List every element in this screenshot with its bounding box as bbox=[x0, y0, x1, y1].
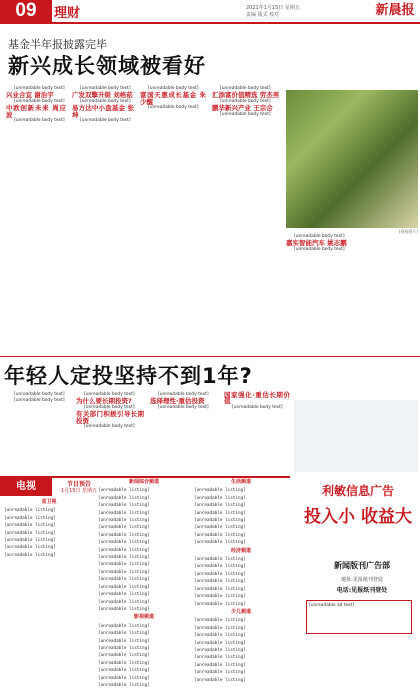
tv-listing-row: [unreadable listing] bbox=[194, 525, 246, 531]
channel-rows bbox=[194, 617, 288, 684]
tv-listing-row: [unreadable listing] bbox=[98, 638, 150, 644]
subhead: 鹏华新兴产业 王宗合 bbox=[212, 104, 273, 113]
tv-listing-row: [unreadable listing] bbox=[194, 495, 246, 501]
channel-name: 影视频道 bbox=[133, 614, 154, 621]
tv-listing-row: [unreadable listing] bbox=[4, 538, 56, 544]
channel-name: 生活频道 bbox=[230, 479, 251, 485]
subhead: 选择理性·重估投资 bbox=[150, 397, 205, 406]
ad-slogan: 投入小 收益大 bbox=[304, 507, 412, 527]
tv-listing-row: [unreadable listing] bbox=[194, 571, 246, 577]
second-column-2 bbox=[76, 392, 144, 474]
issue-date: 2021年1月15日 星期五 bbox=[246, 5, 300, 11]
tv-listing-row: [unreadable listing] bbox=[194, 510, 246, 516]
tv-listing-row: [unreadable listing] bbox=[194, 670, 246, 676]
tv-listing-row: [unreadable listing] bbox=[98, 510, 150, 516]
paragraph: [unreadable body text] bbox=[294, 246, 345, 252]
tv-listing-row: [unreadable listing] bbox=[194, 540, 246, 546]
tv-listing-row: [unreadable listing] bbox=[98, 488, 150, 494]
tv-listing-row: [unreadable listing] bbox=[194, 518, 246, 524]
tv-column-3 bbox=[194, 478, 288, 683]
channel-name: 少儿频道 bbox=[230, 608, 251, 615]
subhead: 汇添富价值精选 劳杰男 bbox=[212, 91, 280, 100]
tv-listing-row: [unreadable listing] bbox=[194, 625, 246, 631]
column-5 bbox=[286, 234, 418, 356]
tv-listing-row: [unreadable listing] bbox=[4, 508, 56, 514]
tv-listing-row: [unreadable listing] bbox=[194, 633, 246, 639]
paragraph: [unreadable body text] bbox=[84, 392, 135, 397]
subhead: 为什么要长期投资? bbox=[76, 397, 132, 406]
tv-listing-row: [unreadable listing] bbox=[98, 540, 150, 546]
ad-phone: 电话:见报纸刊登处 bbox=[336, 587, 388, 594]
channel-rows bbox=[194, 556, 288, 608]
tv-listing-row: [unreadable listing] bbox=[98, 592, 150, 598]
channel-rows bbox=[4, 507, 94, 559]
tv-listing-row: [unreadable listing] bbox=[194, 640, 246, 646]
tv-listing-row: [unreadable listing] bbox=[98, 532, 150, 538]
paragraph: [unreadable body text] bbox=[14, 118, 65, 124]
paragraph: [unreadable body text] bbox=[14, 398, 65, 404]
subhead: 兴业合宜 谢治宇 bbox=[6, 91, 54, 100]
tv-listing-row: [unreadable listing] bbox=[98, 653, 150, 659]
column-4 bbox=[212, 86, 282, 356]
tv-header: 电视 bbox=[0, 478, 52, 496]
subhead: 嘉实智能汽车 姚志鹏 bbox=[286, 239, 347, 248]
tv-listing-row: [unreadable listing] bbox=[98, 569, 150, 575]
tv-listing-row: [unreadable listing] bbox=[194, 662, 246, 668]
tv-listing-row: [unreadable listing] bbox=[98, 645, 150, 651]
channel-name: 省卫视 bbox=[41, 499, 57, 505]
subhead: 富国天惠成长基金 朱少醒 bbox=[140, 91, 206, 106]
column-3 bbox=[140, 86, 206, 356]
tv-listing-row: [unreadable listing] bbox=[194, 647, 246, 653]
tv-listing-row: [unreadable listing] bbox=[98, 503, 150, 509]
tv-listing-row: [unreadable listing] bbox=[4, 530, 56, 536]
channel-rows bbox=[98, 487, 190, 613]
tv-listing-row: [unreadable listing] bbox=[194, 586, 246, 592]
tv-listing-row: [unreadable listing] bbox=[98, 518, 150, 524]
paragraph: [unreadable body text] bbox=[14, 98, 65, 104]
page-number: 09 bbox=[0, 0, 52, 22]
ad-department: 新闻版刊广告部 bbox=[334, 561, 390, 570]
tv-column-1 bbox=[4, 498, 94, 638]
tv-subtitle: 节目预告 bbox=[66, 481, 91, 488]
tv-listing-row: [unreadable listing] bbox=[194, 618, 246, 624]
paragraph: [unreadable body text] bbox=[158, 392, 209, 397]
tv-listing-row: [unreadable listing] bbox=[194, 579, 246, 585]
tv-date: 1月15日 星期五 bbox=[60, 488, 98, 494]
tv-column-2 bbox=[98, 478, 190, 688]
tv-listing-row: [unreadable listing] bbox=[194, 594, 246, 600]
paragraph: [unreadable body text] bbox=[220, 98, 271, 104]
tv-listing-row: [unreadable listing] bbox=[194, 557, 246, 563]
second-column-1 bbox=[6, 392, 70, 474]
channel-name: 新闻综合频道 bbox=[128, 479, 159, 485]
newspaper-logo: 新晨报 bbox=[375, 3, 415, 18]
tv-listing-row: [unreadable listing] bbox=[98, 555, 150, 561]
paragraph: [unreadable body text] bbox=[232, 404, 283, 410]
section-title: 理财 bbox=[54, 6, 81, 21]
tv-listing-row: [unreadable listing] bbox=[98, 668, 150, 674]
ad-address: 地址:见报纸刊登处 bbox=[341, 577, 383, 583]
tv-listing-row: [unreadable listing] bbox=[98, 623, 150, 629]
tv-listing-row: [unreadable listing] bbox=[194, 503, 246, 509]
paragraph: [unreadable body text] bbox=[84, 404, 135, 410]
tv-listing-row: [unreadable listing] bbox=[98, 631, 150, 637]
second-headline: 年轻人定投坚持不到1年? bbox=[4, 364, 253, 388]
story-photo bbox=[286, 90, 418, 228]
tv-listing-row: [unreadable listing] bbox=[98, 660, 150, 666]
ad-title: 利敏信息广告 bbox=[321, 484, 394, 498]
tv-listing-row: [unreadable listing] bbox=[4, 552, 56, 558]
paragraph: [unreadable body text] bbox=[80, 118, 131, 124]
column-1 bbox=[6, 86, 66, 356]
tv-listing-row: [unreadable listing] bbox=[98, 577, 150, 583]
subhead: 广发双擎升级 刘格菘 bbox=[72, 91, 133, 100]
tv-listing-row: [unreadable listing] bbox=[194, 488, 246, 494]
tv-listing-row: [unreadable listing] bbox=[4, 515, 56, 521]
subhead: 国家强化·重估长期价值 bbox=[224, 391, 290, 406]
second-column-3 bbox=[150, 392, 218, 474]
tv-listing-row: [unreadable listing] bbox=[98, 599, 150, 605]
lead-paragraph: [unreadable body text] bbox=[14, 392, 65, 397]
subhead: 中欧创新未来 周应波 bbox=[6, 104, 66, 119]
bank-advertisement bbox=[294, 400, 418, 472]
tv-listing-row: [unreadable listing] bbox=[4, 523, 56, 529]
channel-rows bbox=[98, 623, 190, 689]
channel-rows bbox=[194, 487, 288, 546]
paragraph: [unreadable body text] bbox=[158, 404, 209, 410]
paragraph: [unreadable body text] bbox=[294, 234, 345, 239]
tv-listing-row: [unreadable listing] bbox=[194, 677, 246, 683]
paragraph: [unreadable body text] bbox=[220, 111, 271, 117]
tv-listing-row: [unreadable listing] bbox=[98, 584, 150, 590]
second-column-4 bbox=[224, 392, 290, 474]
paragraph: [unreadable body text] bbox=[80, 98, 131, 104]
lead-paragraph: [unreadable body text] bbox=[14, 86, 65, 91]
channel-name: 经济频道 bbox=[230, 547, 251, 554]
tv-listing-row: [unreadable listing] bbox=[98, 547, 150, 553]
paragraph: [unreadable body text] bbox=[84, 424, 135, 430]
section-divider bbox=[0, 356, 420, 357]
tv-listing-row: [unreadable listing] bbox=[194, 564, 246, 570]
tv-listing-row: [unreadable listing] bbox=[194, 601, 246, 607]
ad-info-box: [unreadable ad text] bbox=[306, 600, 412, 634]
photo-caption: (资料图片) bbox=[398, 229, 418, 234]
tv-listing-row: [unreadable listing] bbox=[98, 682, 150, 688]
editor-credits: 责编 版式 校对 bbox=[246, 12, 280, 18]
masthead-rule bbox=[0, 22, 420, 24]
tv-listing-row: [unreadable listing] bbox=[4, 545, 56, 551]
tv-listing-row: [unreadable listing] bbox=[98, 606, 150, 612]
tv-listing-row: [unreadable listing] bbox=[194, 532, 246, 538]
column-2 bbox=[72, 86, 134, 356]
subhead: 有关部门积极引导长期投资 bbox=[76, 410, 144, 425]
paragraph: [unreadable body text] bbox=[148, 86, 199, 91]
tv-listing-row: [unreadable listing] bbox=[98, 525, 150, 531]
story-kicker: 基金半年报披露完毕 bbox=[8, 38, 107, 51]
tv-listing-row: [unreadable listing] bbox=[194, 655, 246, 661]
tv-listing-row: [unreadable listing] bbox=[98, 562, 150, 568]
subhead: 易方达中小盘基金 张坤 bbox=[72, 104, 134, 119]
story-headline: 新兴成长领域被看好 bbox=[8, 54, 206, 78]
paragraph: [unreadable body text] bbox=[80, 86, 131, 91]
tv-listing-row: [unreadable listing] bbox=[98, 675, 150, 681]
paragraph: [unreadable body text] bbox=[148, 105, 199, 111]
tv-listing-row: [unreadable listing] bbox=[98, 495, 150, 501]
paragraph: [unreadable body text] bbox=[220, 86, 271, 91]
